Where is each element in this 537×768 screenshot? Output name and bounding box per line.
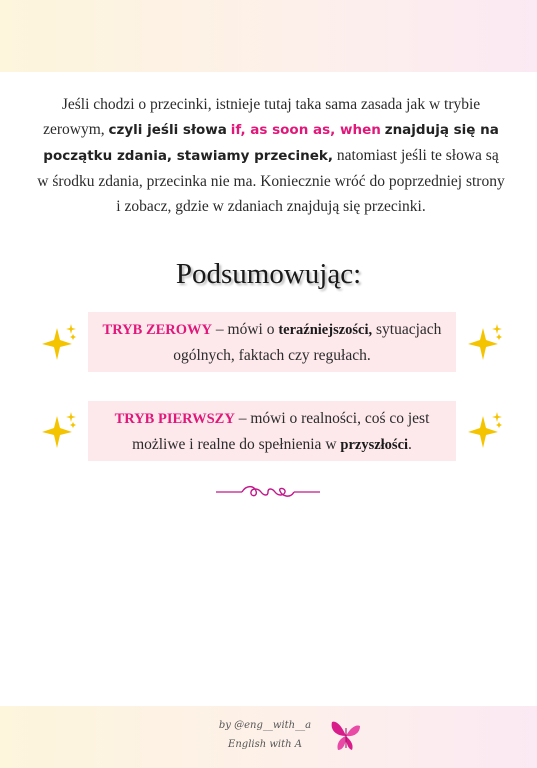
box-text: sytuacjach ogólnych, faktach czy regułach. bbox=[173, 321, 442, 364]
paragraph-bold-2: znajdują się na początku zdania, stawiamy przecinek, bbox=[43, 122, 499, 164]
paragraph-keywords: if, as soon as, when bbox=[230, 122, 381, 138]
box-emphasis: teraźniejszości, bbox=[278, 322, 373, 338]
summary-box-first-conditional bbox=[88, 401, 456, 461]
box-tag: TRYB PIERWSZY bbox=[114, 411, 235, 427]
box-text: – mówi o bbox=[212, 321, 279, 338]
sparkle-icon bbox=[466, 410, 504, 450]
butterfly-icon bbox=[330, 718, 362, 754]
footer-credit bbox=[205, 716, 325, 754]
box-emphasis: przyszłości bbox=[340, 437, 409, 453]
box-tag: TRYB ZEROWY bbox=[102, 322, 213, 338]
box-text: – mówi o realności, coś co jest możliwe i realne do spełnienia w bbox=[132, 410, 430, 453]
paragraph-intro: Jeśli chodzi o przecinki, istnieje tutaj taka sama zasada jak w trybie zerowym, bbox=[43, 96, 481, 138]
paragraph-rest: natomiast jeśli te słowa są w środku zdania, przecinka nie ma. Koniecznie wróć do poprzedniej strony i zobacz, gdzie w zdaniach znajdują się przecinki. bbox=[37, 147, 505, 215]
box-text: . bbox=[408, 436, 412, 453]
footer-handle: by @eng__with__a bbox=[218, 720, 312, 731]
sparkle-icon bbox=[466, 322, 504, 362]
paragraph-bold-1: czyli jeśli słowa bbox=[108, 122, 227, 138]
sparkle-icon bbox=[40, 410, 78, 450]
summary-heading: Podsumowując: bbox=[175, 258, 362, 290]
comma-rule-paragraph bbox=[36, 92, 506, 219]
flourish-divider-icon bbox=[212, 482, 324, 502]
summary-box-zero-conditional bbox=[88, 312, 456, 372]
header-band bbox=[0, 0, 537, 72]
footer-brand: English with A bbox=[228, 739, 302, 750]
sparkle-icon bbox=[40, 322, 78, 362]
